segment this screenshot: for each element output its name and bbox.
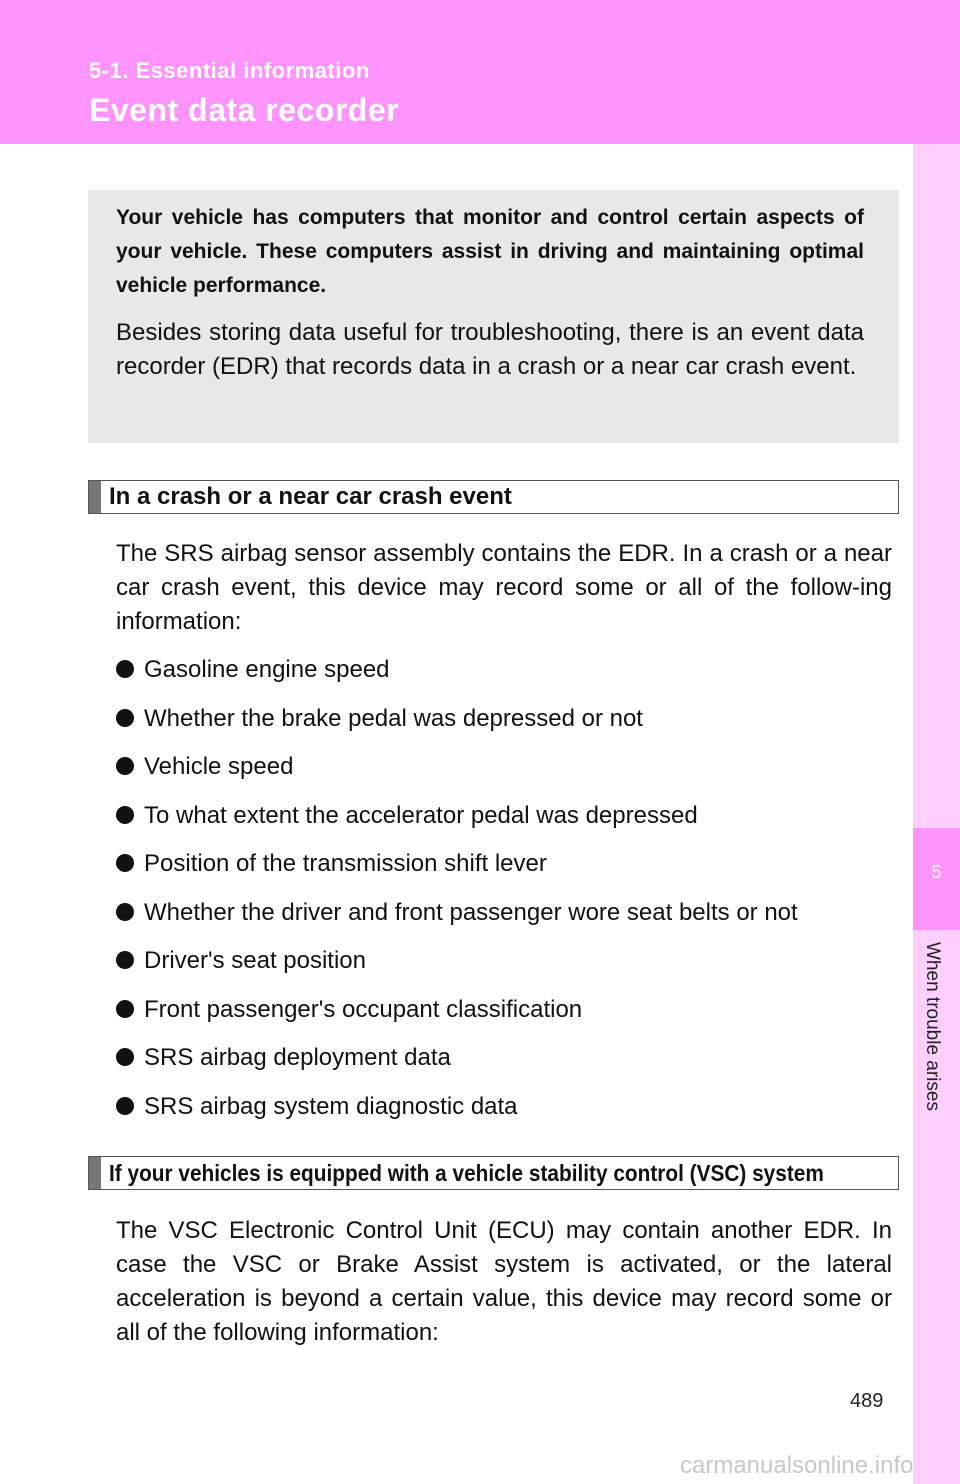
chapter-title: When trouble arises xyxy=(922,942,943,1111)
bullet-icon xyxy=(116,709,134,727)
list-item-text: Whether the driver and front passenger wore seat belts or not xyxy=(144,899,798,926)
intro-body-text: Besides storing data useful for troubleshooting, there is an event data recorder (EDR) that records data in a crash or a near car crash event. xyxy=(116,319,864,380)
list-item xyxy=(116,655,390,685)
list-item-text: Gasoline engine speed xyxy=(144,656,390,683)
bullet-icon xyxy=(116,806,134,824)
chapter-number: 5 xyxy=(931,862,942,882)
list-item-text: Whether the brake pedal was depressed or not xyxy=(144,705,643,732)
section-heading-vsc xyxy=(88,1156,899,1190)
list-item-text: Front passenger's occupant classification xyxy=(144,996,583,1023)
list-item-text: Position of the transmission shift lever xyxy=(144,850,547,877)
list-item xyxy=(116,898,798,928)
section-heading-text: If your vehicles is equipped with a vehicle stability control (VSC) system xyxy=(109,1160,824,1186)
list-item-text: SRS airbag deployment data xyxy=(144,1044,451,1071)
section-heading-text: In a crash or a near car crash event xyxy=(109,483,512,510)
page-number: 489 xyxy=(850,1390,884,1412)
list-item xyxy=(116,752,293,782)
side-strip xyxy=(913,144,960,1484)
list-item-text: Vehicle speed xyxy=(144,753,294,780)
bullet-icon xyxy=(116,660,134,678)
list-item-text: SRS airbag system diagnostic data xyxy=(144,1093,518,1120)
bullet-icon xyxy=(116,854,134,872)
bullet-icon xyxy=(116,757,134,775)
list-item-text: Driver's seat position xyxy=(144,947,366,974)
list-item xyxy=(116,849,547,879)
list-item xyxy=(116,1092,518,1122)
vsc-paragraph: The VSC Electronic Control Unit (ECU) may contain another EDR. In case the VSC or Brake Assist system is activated, or the lateral acceleration is beyond a certain value, this device may record some or all of the following information: xyxy=(116,1217,892,1346)
bullet-icon xyxy=(116,1000,134,1018)
bullet-icon xyxy=(116,903,134,921)
list-item xyxy=(116,704,643,734)
list-item xyxy=(116,995,582,1025)
bullet-icon xyxy=(116,1097,134,1115)
list-item-text: To what extent the accelerator pedal was depressed xyxy=(144,802,698,829)
heading-marker xyxy=(89,1157,101,1189)
crash-paragraph: The SRS airbag sensor assembly contains the EDR. In a crash or a near car crash event, this device may record some or all of the follow-ing information: xyxy=(116,540,892,635)
list-item xyxy=(116,1043,451,1073)
intro-bold-text: Your vehicle has computers that monitor and control certain aspects of your vehicle. These computers assist in driving and maintaining optimal vehicle performance. xyxy=(116,206,864,297)
bullet-icon xyxy=(116,1048,134,1066)
list-item xyxy=(116,801,698,831)
section-heading-crash xyxy=(88,480,899,514)
bullet-icon xyxy=(116,951,134,969)
heading-marker xyxy=(89,481,101,513)
watermark: carmanualsonline.info xyxy=(680,1452,914,1479)
section-label: 5-1. Essential information xyxy=(89,58,370,83)
list-item xyxy=(116,946,366,976)
page-title: Event data recorder xyxy=(89,92,400,128)
